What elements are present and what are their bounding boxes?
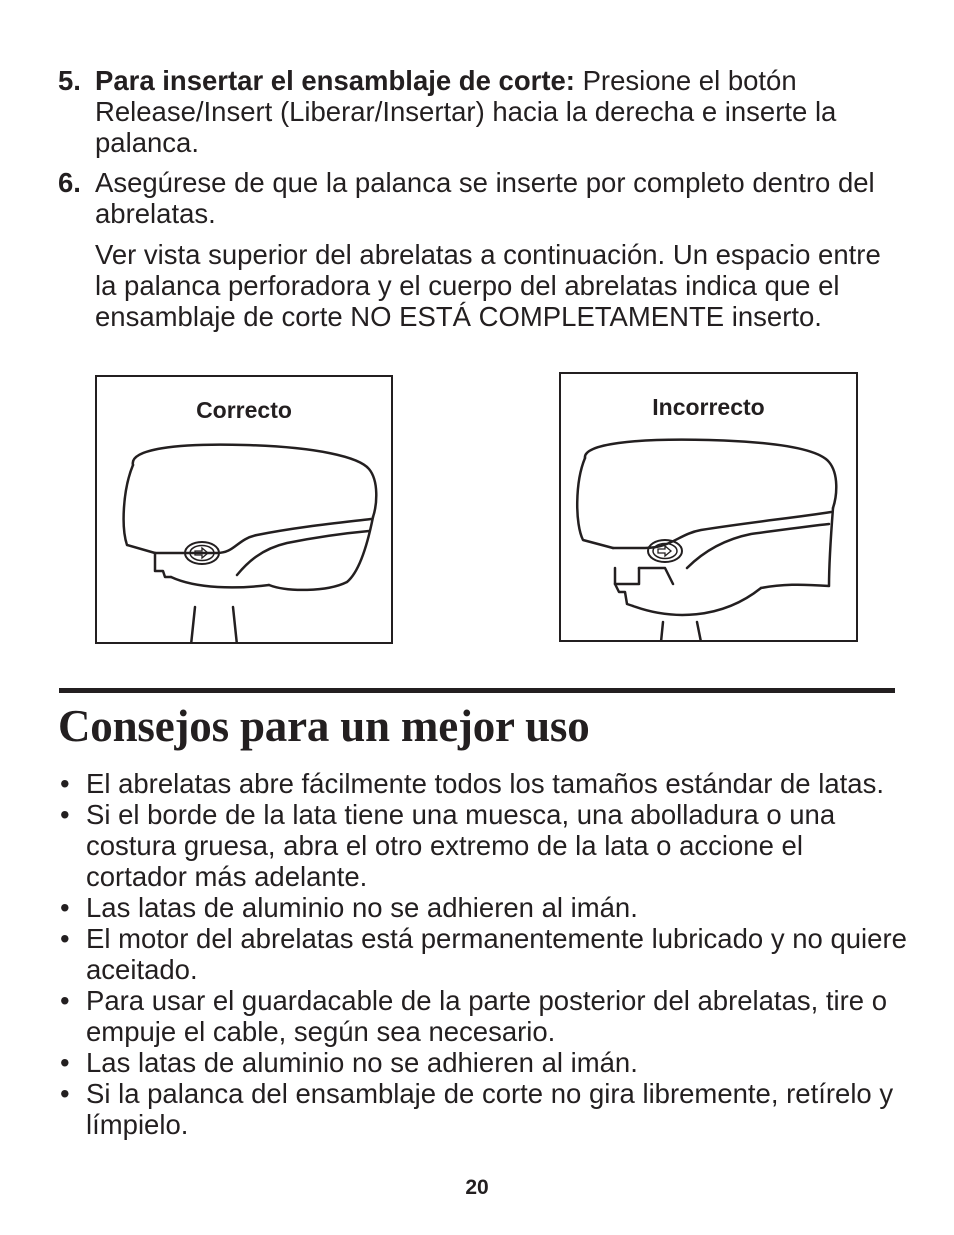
section-title: Consejos para un mejor uso [58, 701, 590, 751]
step-extra-text: Ver vista superior del abrelatas a continuación. Un espacio entre la palanca perforadora y el cuerpo del abrelatas indica que el ensamblaje de corte NO ESTÁ COMPLETAMENTE inserto. [95, 239, 881, 332]
list-item [60, 985, 910, 1047]
can-opener-incorrect-illustration [561, 374, 856, 640]
figure-caption: Correcto [196, 397, 292, 423]
bullet-icon: • [60, 985, 70, 1016]
step-lead: Para insertar el ensamblaje de corte: [95, 65, 575, 96]
tip-text: El motor del abrelatas está permanentemente lubricado y no quiere aceitado. [86, 923, 907, 985]
tip-text: El abrelatas abre fácilmente todos los tamaños estándar de latas. [86, 768, 884, 799]
step-number: 5. [58, 65, 81, 96]
list-item [60, 1078, 910, 1140]
step-6 [58, 167, 908, 332]
bullet-icon: • [60, 799, 70, 830]
list-item [60, 1047, 910, 1078]
bullet-icon: • [60, 892, 70, 923]
list-item [60, 923, 910, 985]
can-opener-correct-illustration [97, 377, 391, 642]
tip-text: Las latas de aluminio no se adhieren al imán. [86, 892, 638, 923]
list-item [60, 892, 910, 923]
figure-correct [95, 375, 393, 644]
tip-text: Para usar el guardacable de la parte posterior del abrelatas, tire o empuje el cable, según sea necesario. [86, 985, 888, 1047]
figure-incorrect [559, 372, 858, 642]
tip-text: Las latas de aluminio no se adhieren al imán. [86, 1047, 638, 1078]
list-item [60, 768, 910, 799]
bullet-icon: • [60, 923, 70, 954]
tips-list [60, 768, 910, 1140]
tip-text: Si el borde de la lata tiene una muesca, una abolladura o una costura gruesa, abra el otro extremo de la lata o accione el cortador más adelante. [86, 799, 836, 892]
step-body: Presione el botón Release/Insert (Liberar/Insertar) hacia la derecha e inserte la palanca. [95, 65, 837, 158]
tip-text: Si la palanca del ensamblaje de corte no gira libremente, retírelo y límpielo. [86, 1078, 894, 1140]
list-item [60, 799, 910, 892]
step-text [95, 65, 908, 158]
step-number: 6. [58, 167, 81, 198]
section-divider [59, 688, 895, 693]
bullet-icon: • [60, 768, 70, 799]
bullet-icon: • [60, 1047, 70, 1078]
bullet-icon: • [60, 1078, 70, 1109]
release-button-icon [648, 540, 682, 562]
step-text: Asegúrese de que la palanca se inserte por completo dentro del abrelatas. [95, 167, 875, 229]
figure-caption: Incorrecto [652, 394, 765, 420]
step-5 [58, 65, 908, 158]
page-number: 20 [465, 1176, 489, 1199]
